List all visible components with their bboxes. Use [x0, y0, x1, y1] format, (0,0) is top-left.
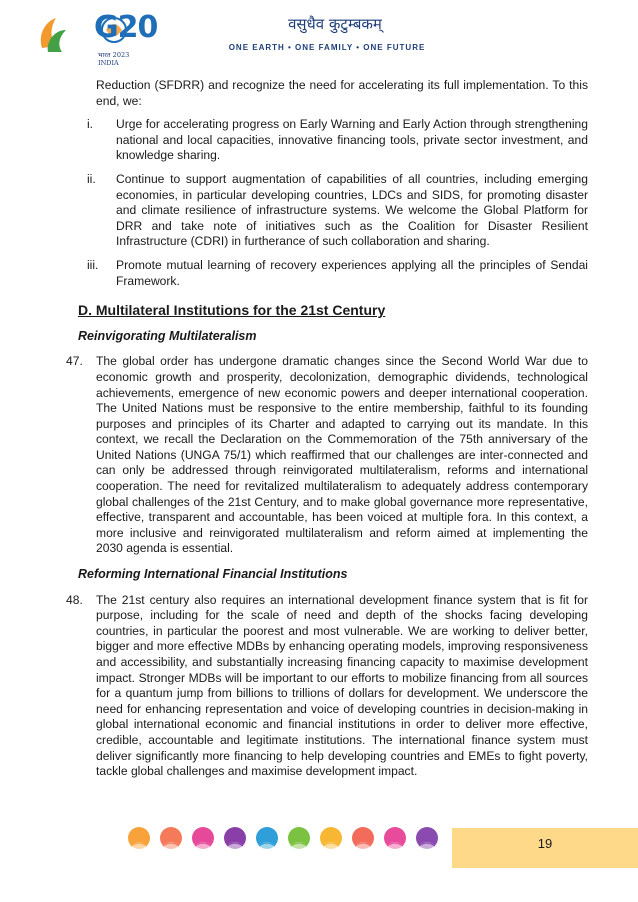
numbered-paragraph — [66, 354, 588, 557]
list-number: i. — [87, 117, 94, 132]
list-item — [78, 172, 588, 250]
page-header — [0, 0, 638, 70]
lotus-icon — [156, 826, 186, 856]
list-text: Promote mutual learning of recovery experiences applying all the principles of Sendai Framework. — [116, 257, 588, 288]
lotus-icon — [284, 826, 314, 856]
list-number: ii. — [87, 171, 96, 186]
list-item — [78, 117, 588, 164]
paragraph-text: The global order has undergone dramatic changes since the Second World War due to economic growth and prosperity, decolonization, demographic dividends, technological achievements, emergence of new economic powers and deeper international cooperation. The United Nations must be responsive to the entire membership, faithful to its founding purposes and principles of its Charter and adapted to carrying out its mandate. In this context, we recall the Declaration on the Commemoration of the 75th anniversary of the United Nations (UNGA 75/1) which reaffirmed that our challenges are inter-connected and can only be addressed through reinvigorated multilateralism, reforms and international cooperation. The need for revitalized multilateralism to adequately address contemporary global challenges of the 21st Century, and to make global governance more representative, effective, transparent and accountable, has been voiced at multiple fora. In this context, a more inclusive and reinvigorated multilateralism and reform aimed at implementing the 2030 agenda is essential. — [96, 354, 588, 556]
g20-logo — [36, 8, 158, 67]
intro-paragraph: Reduction (SFDRR) and recognize the need for accelerating its full implementation. To this end, we: — [96, 78, 588, 108]
list-item — [78, 258, 588, 289]
paragraph-number: 48. — [66, 592, 83, 607]
paragraph-text: The 21st century also requires an international development finance system that is fit for purpose, including for the scale of need and depth of the shocks facing developing countries, in particular the poorest and most vulnerable. We are working to deliver better, bigger and more effective MDBs by enhancing operating models, improving responsiveness and accessibility, and substantially increasing financing capacity to maximise development impact. Stronger MDBs will be important to our efforts to mobilize financing from all sources for a quantum jump from billions to trillions of dollars for development. We underscore the need for enhancing representation and voice of developing countries in decision-making in global international economic and financial institutions in order to deliver more effective, credible, accountable and legitimate institutions. The international finance system must deliver significantly more financing to help developing countries and EMEs to fight poverty, tackle global challenges and maximise development impact. — [96, 592, 588, 779]
list-text: Continue to support augmentation of capabilities of all countries, including emerging economies, in particular developing countries, LDCs and SIDS, for promoting disaster and climate resilience of infrastructure systems. We welcome the Global Platform for DRR and take note of initiatives such as the Coalition for Disaster Resilient Infrastructure (CDRI) in furtherance of such collaboration and sharing. — [116, 171, 588, 249]
list-text: Urge for accelerating progress on Early Warning and Early Action through strengthening national and local capacities, innovative financing tools, private sector investment, and knowledge sharing. — [116, 117, 588, 163]
list-number: iii. — [87, 257, 99, 272]
paragraph-number: 47. — [66, 354, 83, 369]
page-footer — [0, 820, 638, 880]
lotus-icon — [220, 826, 250, 856]
lotus-icon — [380, 826, 410, 856]
lotus-icon — [188, 826, 218, 856]
document-body — [66, 78, 588, 780]
lotus-icon — [412, 826, 442, 856]
tagline: ONE EARTH • ONE FAMILY • ONE FUTURE — [228, 43, 426, 52]
logo-subtitle: भारत 2023 INDIA — [98, 51, 130, 67]
subsection-heading: Reforming International Financial Institutions — [78, 567, 348, 582]
logo-text: G20 — [94, 10, 158, 45]
page-number: 19 — [537, 836, 553, 851]
lotus-icon — [316, 826, 346, 856]
motto-text: वसुधैव कुटुम्बकम् — [288, 15, 382, 33]
section-heading: D. Multilateral Institutions for the 21st Century — [78, 302, 386, 319]
lotus-icon — [348, 826, 378, 856]
subsection-heading: Reinvigorating Multilateralism — [78, 328, 257, 343]
lotus-icon — [124, 826, 154, 856]
numbered-paragraph — [66, 592, 588, 780]
lotus-icon — [252, 826, 282, 856]
page-number-band — [452, 828, 638, 868]
